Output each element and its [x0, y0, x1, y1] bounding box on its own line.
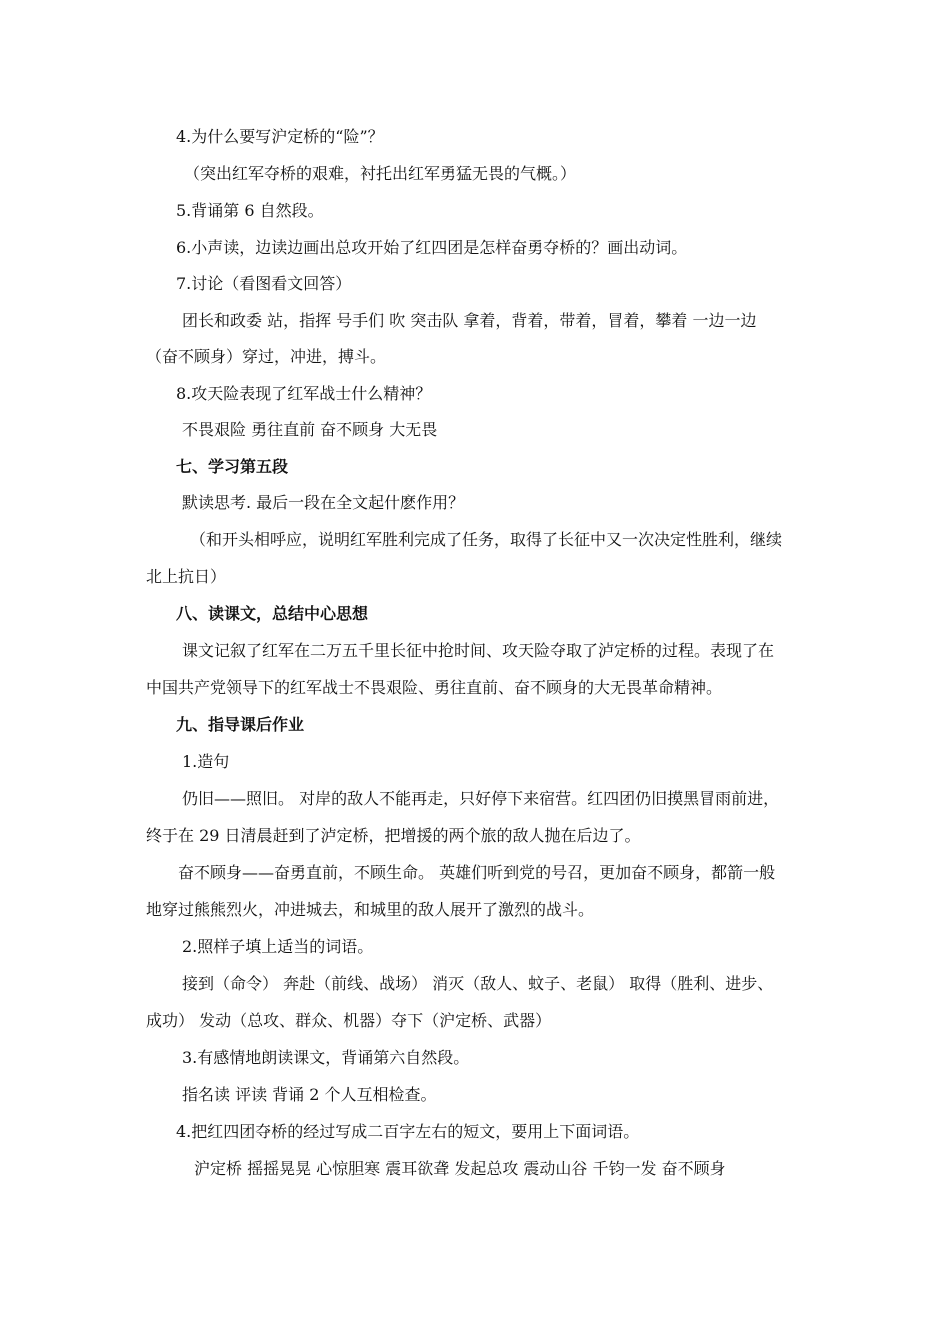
task-2-title: 2.照样子填上适当的词语。: [182, 937, 374, 956]
task-1-example1-line1: 仍旧——照旧。 对岸的敌人不能再走，只好停下来宿营。红四团仍旧摸黑冒雨前进，: [182, 789, 780, 808]
task-1-example2-line1: 奋不顾身——奋勇直前，不顾生命。 英雄们听到党的号召，更加奋不顾身，都箭一般: [178, 863, 776, 882]
task-4-title: 4.把红四团夺桥的经过写成二百字左右的短文，要用上下面词语。: [176, 1122, 640, 1141]
task-1-title: 1.造句: [182, 752, 230, 771]
task-3-answer: 指名读 评读 背诵 2 个人互相检查。: [182, 1085, 437, 1104]
section-7-question: 默读思考. 最后一段在全文起什麽作用？: [182, 493, 465, 512]
task-2-answer-line2: 成功） 发动（总攻、群众、机器）夺下（沪定桥、武器）: [146, 1011, 552, 1030]
section-heading-9: 九、指导课后作业: [176, 715, 305, 734]
section-8-text-line2: 中国共产党领导下的红军战士不畏艰险、勇往直前、奋不顾身的大无畏革命精神。: [146, 678, 723, 697]
question-4: 4.为什么要写沪定桥的“险”？: [176, 127, 384, 146]
task-1-example1-line2: 终于在 29 日清晨赶到了泸定桥，把增援的两个旅的敌人抛在后边了。: [146, 826, 641, 845]
answer-8: 不畏艰险 勇往直前 奋不顾身 大无畏: [182, 420, 438, 439]
answer-4: （突出红军夺桥的艰难，衬托出红军勇猛无畏的气概。）: [184, 164, 577, 183]
section-heading-8: 八、读课文，总结中心思想: [176, 604, 369, 623]
section-7-answer-line1: （和开头相呼应，说明红军胜利完成了任务，取得了长征中又一次决定性胜利，继续: [190, 530, 783, 549]
question-6: 6.小声读，边读边画出总攻开始了红四团是怎样奋勇夺桥的？画出动词。: [176, 238, 688, 257]
task-4-word-list: 沪定桥 摇摇晃晃 心惊胆寒 震耳欲聋 发起总攻 震动山谷 千钧一发 奋不顾身: [194, 1159, 726, 1178]
task-3-title: 3.有感情地朗读课文，背诵第六自然段。: [182, 1048, 470, 1067]
section-7-answer-line2: 北上抗日）: [146, 567, 227, 586]
answer-7-line2: （奋不顾身）穿过，冲进，搏斗。: [146, 347, 387, 366]
question-5: 5.背诵第 6 自然段。: [176, 201, 324, 220]
task-1-example2-line2: 地穿过熊熊烈火，冲进城去，和城里的敌人展开了激烈的战斗。: [146, 900, 595, 919]
section-heading-7: 七、学习第五段: [176, 457, 289, 476]
section-8-text-line1: 课文记叙了红军在二万五千里长征中抢时间、攻天险夺取了泸定桥的过程。表现了在: [182, 641, 775, 660]
question-8: 8.攻天险表现了红军战士什么精神？: [176, 384, 432, 403]
task-2-answer-line1: 接到（命令） 奔赴（前线、战场） 消灭（敌人、蚊子、老鼠） 取得（胜利、进步、: [182, 974, 774, 993]
answer-7-line1: 团长和政委 站，指挥 号手们 吹 突击队 拿着，背着，带着，冒着，攀着 一边一边: [182, 311, 757, 330]
question-7: 7.讨论（看图看文回答）: [176, 274, 352, 293]
